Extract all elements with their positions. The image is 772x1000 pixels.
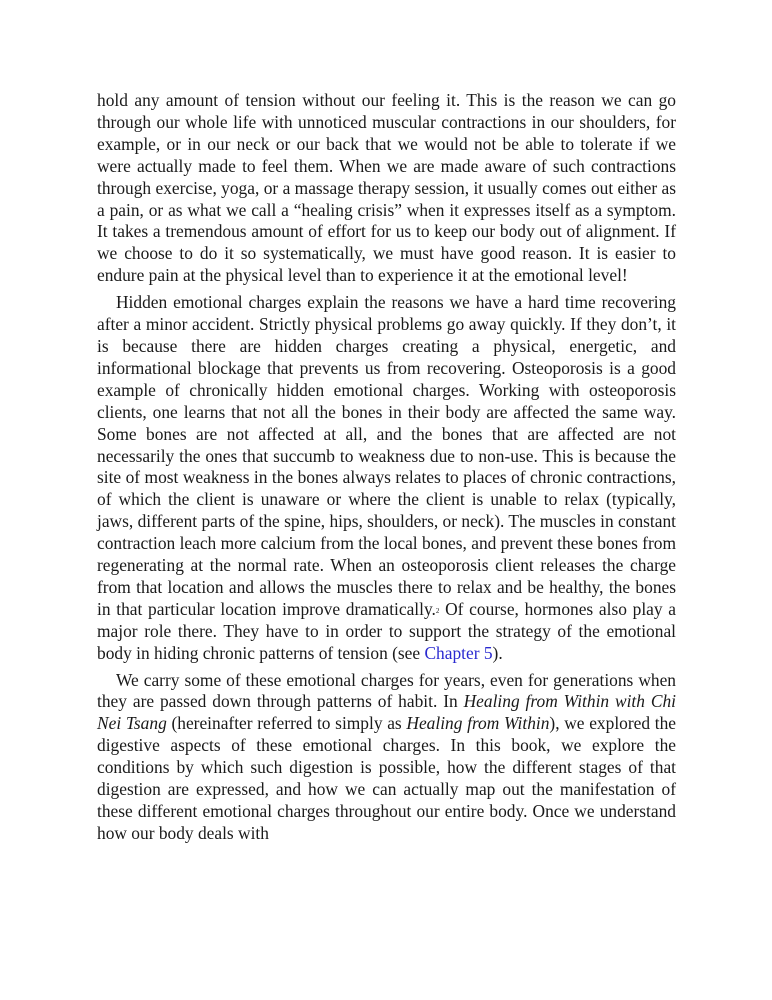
- paragraph-3-text-middle: (hereinafter referred to simply as: [166, 713, 407, 734]
- page-body: [97, 90, 676, 845]
- paragraph-3: [97, 670, 676, 845]
- paragraph-2: [97, 292, 676, 664]
- paragraph-3-text-start: We carry some of these emotional charges for years, even for generations when they are passed down through patterns of habit. In: [97, 669, 676, 712]
- paragraph-1: [97, 90, 676, 287]
- footnote-marker[interactable]: 2: [435, 606, 440, 615]
- paragraph-2-text: Hidden emotional charges explain the reasons we have a hard time recovering after a minor accident. Strictly physical problems go away quickly. If they don’t, it is because there are hidden charges creating a physical, energetic, and informational blockage that prevents us from recovering. Osteoporosis is a good example of chronically hidden emotional charges. Working with osteoporosis clients, one learns that not all the bones in their body are affected the same way. Some bones are not affected at all, and the bones that are affected are not necessarily the ones that succumb to weakness due to non-use. This is because the site of most weakness in the bones always relates to places of chronic contractions, of which the client is unaware or where the client is unable to relax (typically, jaws, different parts of the spine, hips, shoulders, or neck). The muscles in constant contraction leach more calcium from the local bones, and prevent these bones from regenerating at the normal rate. When an osteoporosis client releases the charge from that location and allows the muscles there to relax and be healthy, the bones in that particular location improve dramatically.: [97, 292, 676, 619]
- book-title-healing-from-within: Healing from Within: [406, 713, 550, 734]
- paragraph-2-closing: ).: [492, 642, 503, 663]
- book-title-healing-from-within-with-chi-nei-tsang: Healing from Within with Chi Nei Tsang: [97, 691, 676, 734]
- chapter-5-link[interactable]: Chapter 5: [424, 642, 493, 663]
- paragraph-3-text-end: ), we explored the digestive aspects of these emotional charges. In this book, we explore the conditions by which such digestion is possible, how the different stages of that digestion are expressed, and how we can actually map out the manifestation of these different emotional charges throughout our entire body. Once we understand how our body deals with: [97, 713, 676, 843]
- paragraph-1-text: hold any amount of tension without our feeling it. This is the reason we can go through our whole life with unnoticed muscular contractions in our shoulders, for example, or in our neck or our back that we would not be able to tolerate if we were actually made to feel them. When we are made aware of such contractions through exercise, yoga, or a massage therapy session, it usually comes out either as a pain, or as what we call a “healing crisis” when it expresses itself as a symptom. It takes a tremendous amount of effort for us to keep our body out of alignment. If we choose to do it so systematically, we must have good reason. It is easier to endure pain at the physical level than to experience it at the emotional level!: [97, 90, 676, 286]
- paragraph-2-continuation: Of course, hormones also play a major role there. They have to in order to support the strategy of the emotional body in hiding chronic patterns of tension (see: [97, 598, 676, 663]
